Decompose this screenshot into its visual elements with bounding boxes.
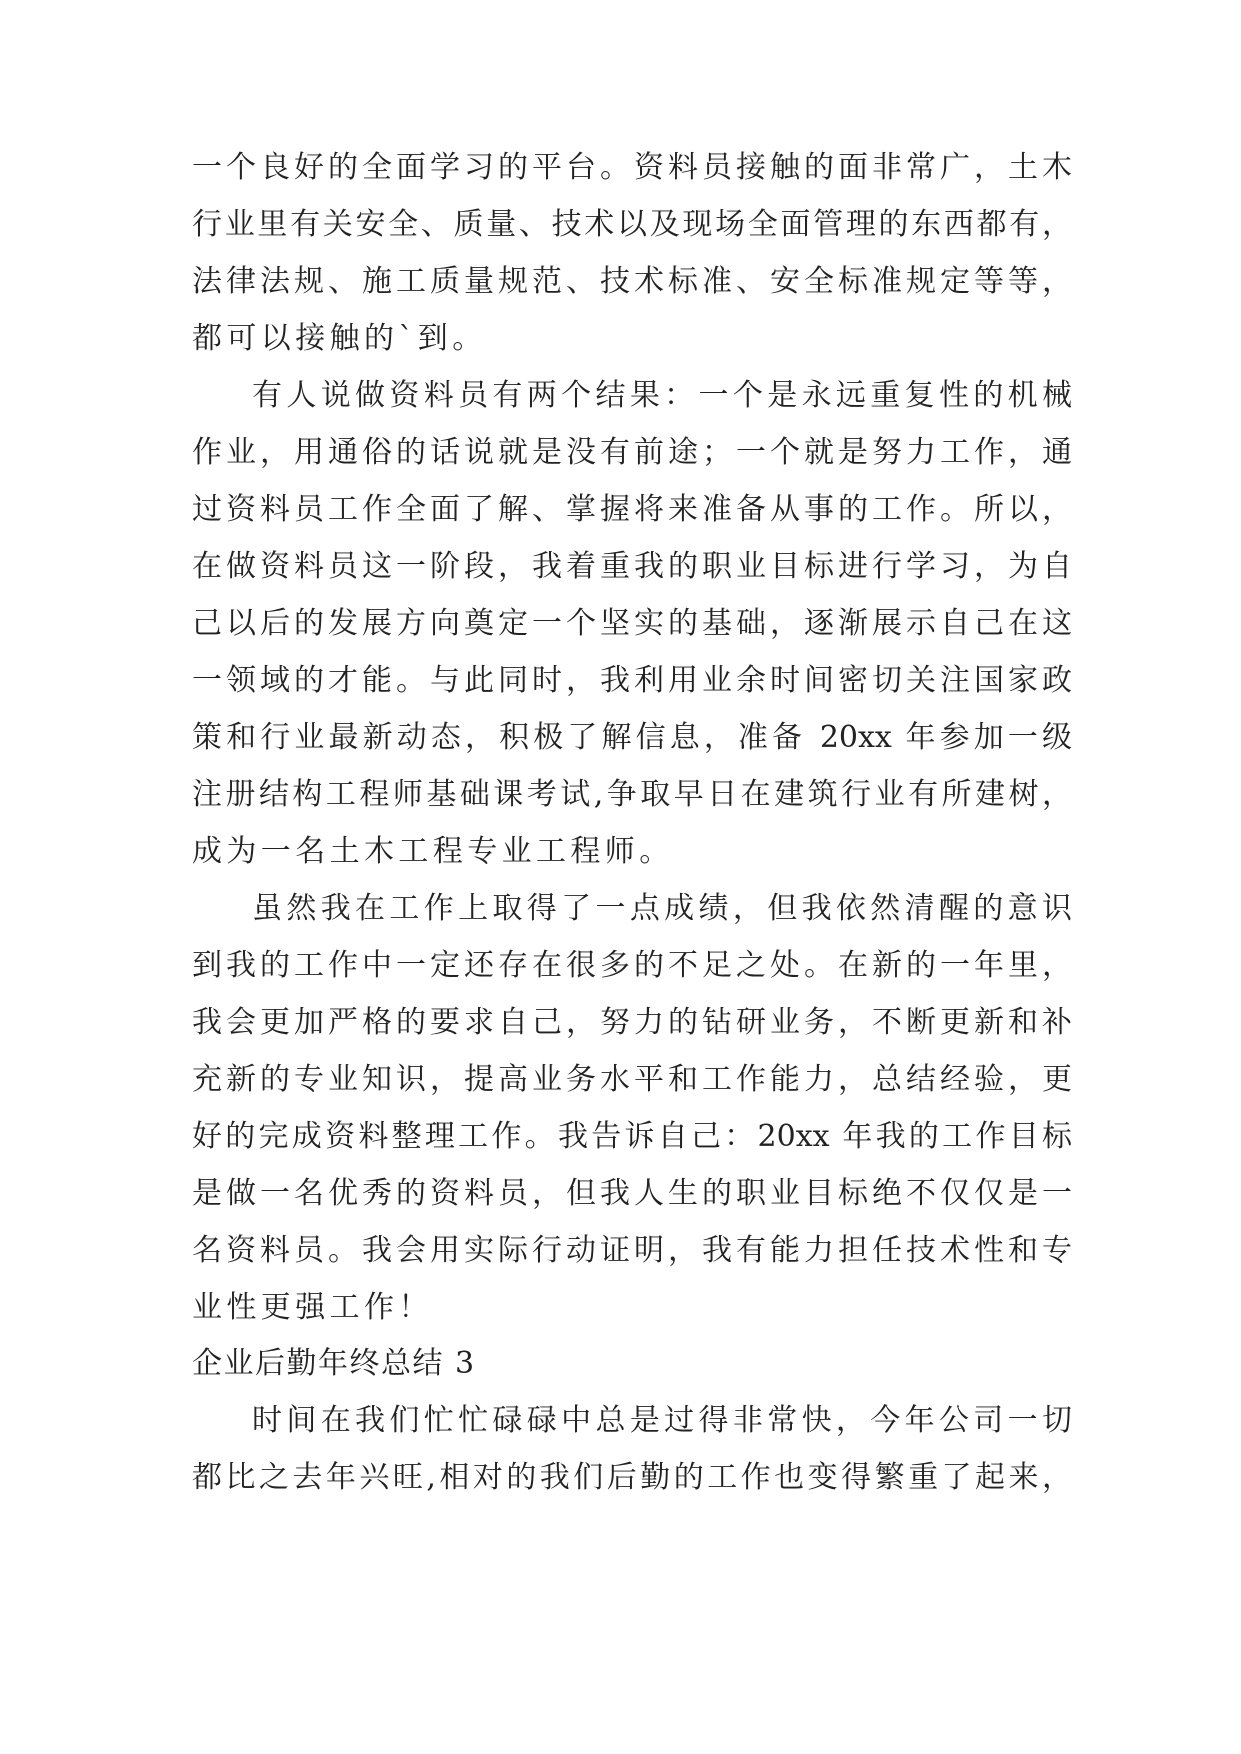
paragraph-1-line-3: 法律法规、施工质量规范、技术标准、安全标准规定等等， — [192, 264, 1072, 299]
paragraph-2-line-1: 有人说做资料员有两个结果：一个是永远重复性的机械 — [252, 378, 1072, 413]
paragraph-2-line-8: 注册结构工程师基础课考试,争取早日在建筑行业有所建树， — [192, 777, 1072, 812]
paragraph-2-line-5: 己以后的发展方向奠定一个坚实的基础，逐渐展示自己在这 — [192, 606, 1072, 641]
paragraph-2-line-7: 策和行业最新动态，积极了解信息，准备 20xx 年参加一级 — [192, 720, 1072, 755]
paragraph-3-line-5: 好的完成资料整理工作。我告诉自己：20xx 年我的工作目标 — [192, 1119, 1072, 1154]
paragraph-1-line-1: 一个良好的全面学习的平台。资料员接触的面非常广，土木 — [192, 150, 1072, 185]
paragraph-1-line-2: 行业里有关安全、质量、技术以及现场全面管理的东西都有， — [192, 207, 1072, 242]
paragraph-2-line-2: 作业，用通俗的话说就是没有前途；一个就是努力工作，通 — [192, 435, 1072, 470]
paragraph-3-line-4: 充新的专业知识，提高业务水平和工作能力，总结经验，更 — [192, 1062, 1072, 1097]
section-heading: 企业后勤年终总结 3 — [192, 1346, 476, 1381]
paragraph-3-line-7: 名资料员。我会用实际行动证明，我有能力担任技术性和专 — [192, 1233, 1072, 1268]
paragraph-3-line-8: 业性更强工作！ — [192, 1290, 433, 1325]
paragraph-4-line-1: 时间在我们忙忙碌碌中总是过得非常快，今年公司一切 — [252, 1403, 1072, 1438]
paragraph-2-line-6: 一领域的才能。与此同时，我利用业余时间密切关注国家政 — [192, 663, 1072, 698]
paragraph-3-line-3: 我会更加严格的要求自己，努力的钻研业务，不断更新和补 — [192, 1005, 1072, 1040]
paragraph-1-line-4: 都可以接触的`到。 — [192, 321, 487, 356]
paragraph-3-line-1: 虽然我在工作上取得了一点成绩，但我依然清醒的意识 — [252, 891, 1072, 926]
paragraph-2-line-9: 成为一名土木工程专业工程师。 — [192, 834, 674, 869]
paragraph-2-line-4: 在做资料员这一阶段，我着重我的职业目标进行学习，为自 — [192, 549, 1072, 584]
paragraph-3-line-6: 是做一名优秀的资料员，但我人生的职业目标绝不仅仅是一 — [192, 1176, 1072, 1211]
paragraph-2-line-3: 过资料员工作全面了解、掌握将来准备从事的工作。所以， — [192, 492, 1072, 527]
paragraph-4-line-2: 都比之去年兴旺,相对的我们后勤的工作也变得繁重了起来， — [192, 1460, 1072, 1495]
paragraph-3-line-2: 到我的工作中一定还存在很多的不足之处。在新的一年里， — [192, 948, 1072, 983]
